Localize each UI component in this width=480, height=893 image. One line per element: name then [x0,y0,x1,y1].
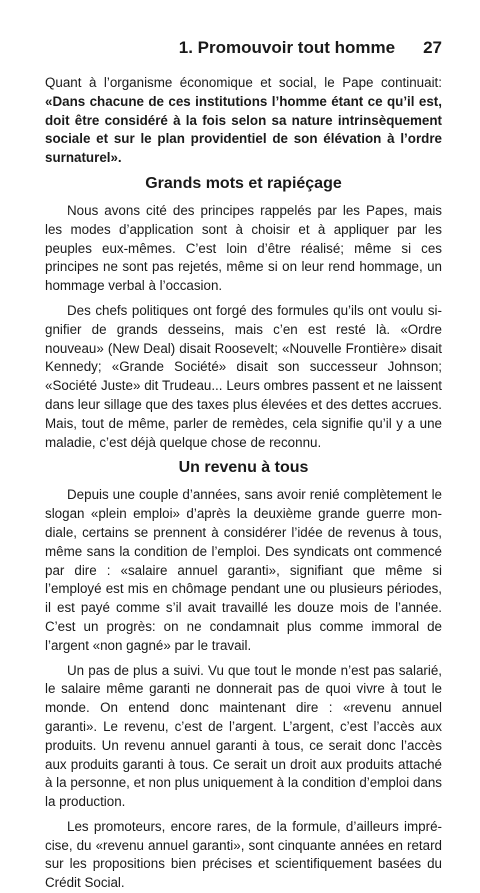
body-paragraph: Les promoteurs, encore rares, de la formule, d’ailleurs imprécise, du «revenu annuel garanti», sont cinquante années en retard sur les propositions bien précises et scientifiquement basées du Crédit Social. [45,818,442,891]
intro-paragraph [45,74,442,168]
intro-quote: «Dans chacune de ces institutions l’homme étant ce qu’il est, doit être considéré à la fois selon sa nature intrinsèquement sociale et sur le plan providentiel de son élévation à l’ordre surnaturel». [45,93,442,166]
section-heading: Un revenu à tous [178,459,309,477]
section-heading: Grands mots et rapiéçage [145,174,342,192]
chapter-title: 1. Promouvoir tout homme [178,38,396,57]
running-header [45,38,442,58]
page-number: 27 [423,38,442,57]
intro-lead: Quant à l’organisme économique et social, le Pape continuait: [45,75,442,90]
body-paragraph: Un pas de plus a suivi. Vu que tout le monde n’est pas salarié, le salaire même garanti ne donnerait pas de quoi vivre à tout le monde. On entend donc maintenant dire : «revenu annuel garanti». Le revenu, c’est de l’argent. L’argent, c’est l’accès aux produits. Un revenu annuel garanti à tous, ce serait donc l’accès aux produits garanti à tous. Ce serait un droit aux produits attaché à la personne, et non plus uniquement à la condition d’emploi dans la production. [45,662,442,810]
body-paragraph: Des chefs politiques ont forgé des formules qu’ils ont voulu signifier de grands desseins, mais c’en est resté là. «Ordre nouveau» (New Deal) disait Roosevelt; «Nouvelle Frontière» disait Kennedy; «Grande Société» disait son successeur Johnson; «Société Juste» dit Trudeau... Leurs ombres passent et ne laissent dans leur sillage que des taxes plus élevées et des dettes accrues. Mais, tout de même, parler de remèdes, cela signifie qu’il y a une maladie, c’est déjà quelque chose de reconnu. [45,302,442,450]
body-paragraph: Depuis une couple d’années, sans avoir renié complètement le slogan «plein emploi» d’après la deuxième grande guerre mondiale, certains se prennent à considérer l’idée de revenus à tous, même sans la condition de l’emploi. Des syndicats ont commencé par dire : «salaire annuel garanti», signifiant que même si l’employé est mis en chômage pendant une ou plusieurs périodes, il est payé comme s’il avait travaillé les douze mois de l’année. C’est un progrès: on ne condamnait plus comme immoral de l’argent «non gagné» par le travail. [45,487,442,653]
body-paragraph: Nous avons cité des principes rappelés par les Papes, mais les modes d’application sont à choisir et à appliquer par les peuples eux-mêmes. C’est loin d’être réalisé; même si ces principes ne sont pas rejetés, même si on leur rend hommage, un hommage verbal à l’occasion. [45,202,442,294]
